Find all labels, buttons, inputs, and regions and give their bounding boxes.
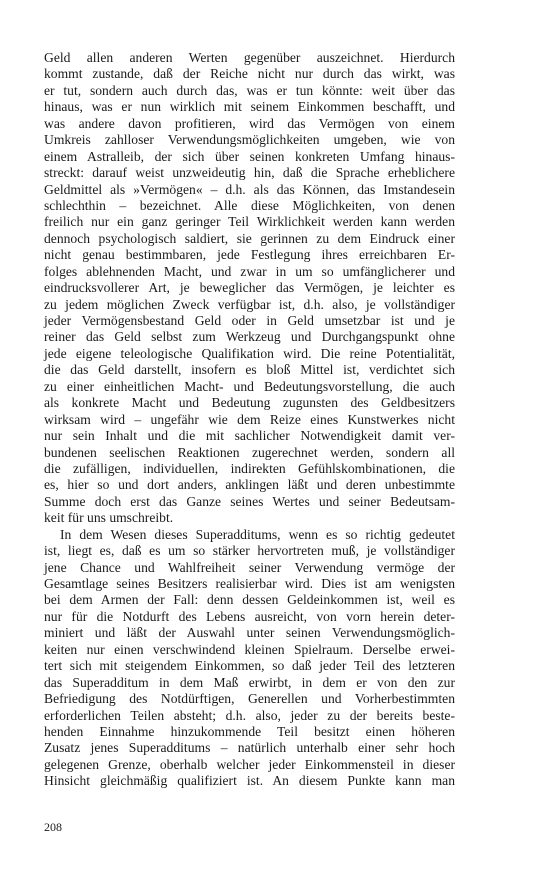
text-line: schlechthin – bezeichnet. Alle diese Möglichkeiten, von denen [44,197,455,213]
text-line: Geld allen anderen Werten gegenüber auszeichnet. Hierdurch [44,50,455,65]
text-line: eindrucksvollerer Art, je beweglicher das Vermögen, je leichter es [44,280,455,296]
text-line: tert sich mit steigendem Einkommen, so daß jeder Teil des letzteren [44,658,455,674]
text-line: Hinsicht gleichmäßig qualifiziert ist. An diesem Punkte kann man [44,773,455,789]
text-line: einem Astralleib, der sich über seinen konkreten Umfang hinaus- [44,148,455,164]
text-line: zu einer einheitlichen Macht- und Bedeutungsvorstellung, die auch [44,378,455,394]
text-line: Geldmittel als »Vermögen« – d.h. als das Können, das Imstandesein [44,181,455,197]
text-line: zu jedem möglichen Zweck verfügbar ist, d.h. also, je vollständiger [44,296,455,312]
paragraph [44,50,455,527]
text-line: streckt: darauf weist unzweideutig hin, daß die Sprache erheblichere [44,165,455,181]
text-line: jene Chance und Wahlfreiheit seiner Verwendung vermöge der [44,559,455,575]
text-line: Zusatz jenes Superadditums – natürlich unterhalb einer sehr hoch [44,740,455,756]
text-line: freilich nur ein ganz geringer Teil Wirklichkeit werden kann werden [44,214,455,230]
text-line: er tut, sondern auch durch das, was er tun könnte: weit über das [44,82,455,98]
text-line: was andere davon profitieren, wird das Vermögen von einem [44,115,455,131]
text-line: bei dem Armen der Fall: denn dessen Geldeinkommen ist, weil es [44,592,455,608]
text-line: jeder Vermögensbestand Geld oder in Geld umsetzbar ist und je [44,313,455,328]
text-line: gelegenen Grenze, oberhalb welcher jeder Einkommensteil in dieser [44,756,455,772]
text-line: miniert und läßt der Auswahl unter seinen Verwendungsmöglich- [44,625,455,641]
text-line: wirksam wird – ungefähr wie dem Reize eines Kunstwerkes nicht [44,411,455,427]
text-line: Umkreis zahlloser Verwendungsmöglichkeiten umgeben, wie von [44,132,455,148]
text-line: bundenen seelischen Reaktionen zugerechnet werden, sondern all [44,444,455,460]
text-line: nur für die Notdurft des Lebens ausreicht, von vorn herein deter- [44,608,455,624]
text-line: folges ablehnenden Macht, und zwar in um so umfänglicherer und [44,263,455,279]
text-line: es, hier so und dort anders, anklingen läßt und deren unbestimmte [44,477,455,493]
text-line: jede eigene teleologische Qualifikation wird. Die reine Potentialität, [44,345,455,361]
text-line: das Superadditum in dem Maß erwirbt, in dem er von den zur [44,674,455,690]
text-line: nicht genau bestimmbaren, jede Festlegung ihres erreichbaren Er- [44,247,455,263]
text-line: erforderlichen Teilen absteht; d.h. also, jeder zu der bereits beste- [44,707,455,723]
text-line: reiner das Geld selbst zum Werkzeug und Durchgangspunkt ohne [44,329,455,345]
text-line: Summe doch erst das Ganze seines Wertes und seiner Bedeutsam- [44,493,455,509]
text-line: dennoch psychologisch saldiert, sie gerinnen zu dem Eindruck einer [44,230,455,246]
page-number: 208 [44,820,62,834]
text-line: als konkrete Macht und Bedeutung zugunsten des Geldbesitzers [44,395,455,411]
text-line: hinaus, was er nun wirklich mit seinem Einkommen beschafft, und [44,99,455,115]
text-line: die zufälligen, individuellen, indirekten Gefühlskombinationen, die [44,460,455,476]
text-line: keit für uns umschreibt. [44,510,174,526]
text-line: ist, liegt es, daß es um so stärker hervortreten muß, je vollständiger [44,543,455,559]
text-line: nur sein Inhalt und die mit sachlicher Notwendigkeit damit ver- [44,428,455,444]
text-line: Befriedigung des Notdürftigen, Generellen und Vorherbestimmten [44,691,455,707]
text-line: die das Geld darstellt, insofern es bloß Mittel ist, verdichtet sich [44,362,455,378]
text-line: keiten nur einen verschwindend kleinen Spielraum. Derselbe erwei- [44,641,455,657]
text-line: henden Einnahme hinzukommende Teil besitzt einen höheren [44,723,455,739]
text-line: kommt zustande, daß der Reiche nicht nur durch das wirkt, was [44,66,455,82]
body-text [44,50,455,790]
text-line: In dem Wesen dieses Superadditums, wenn es so richtig gedeutet [60,526,455,542]
paragraph [44,527,455,790]
text-line: Gesamtlage seines Besitzers realisierbar wird. Dies ist am wenigsten [44,576,455,591]
